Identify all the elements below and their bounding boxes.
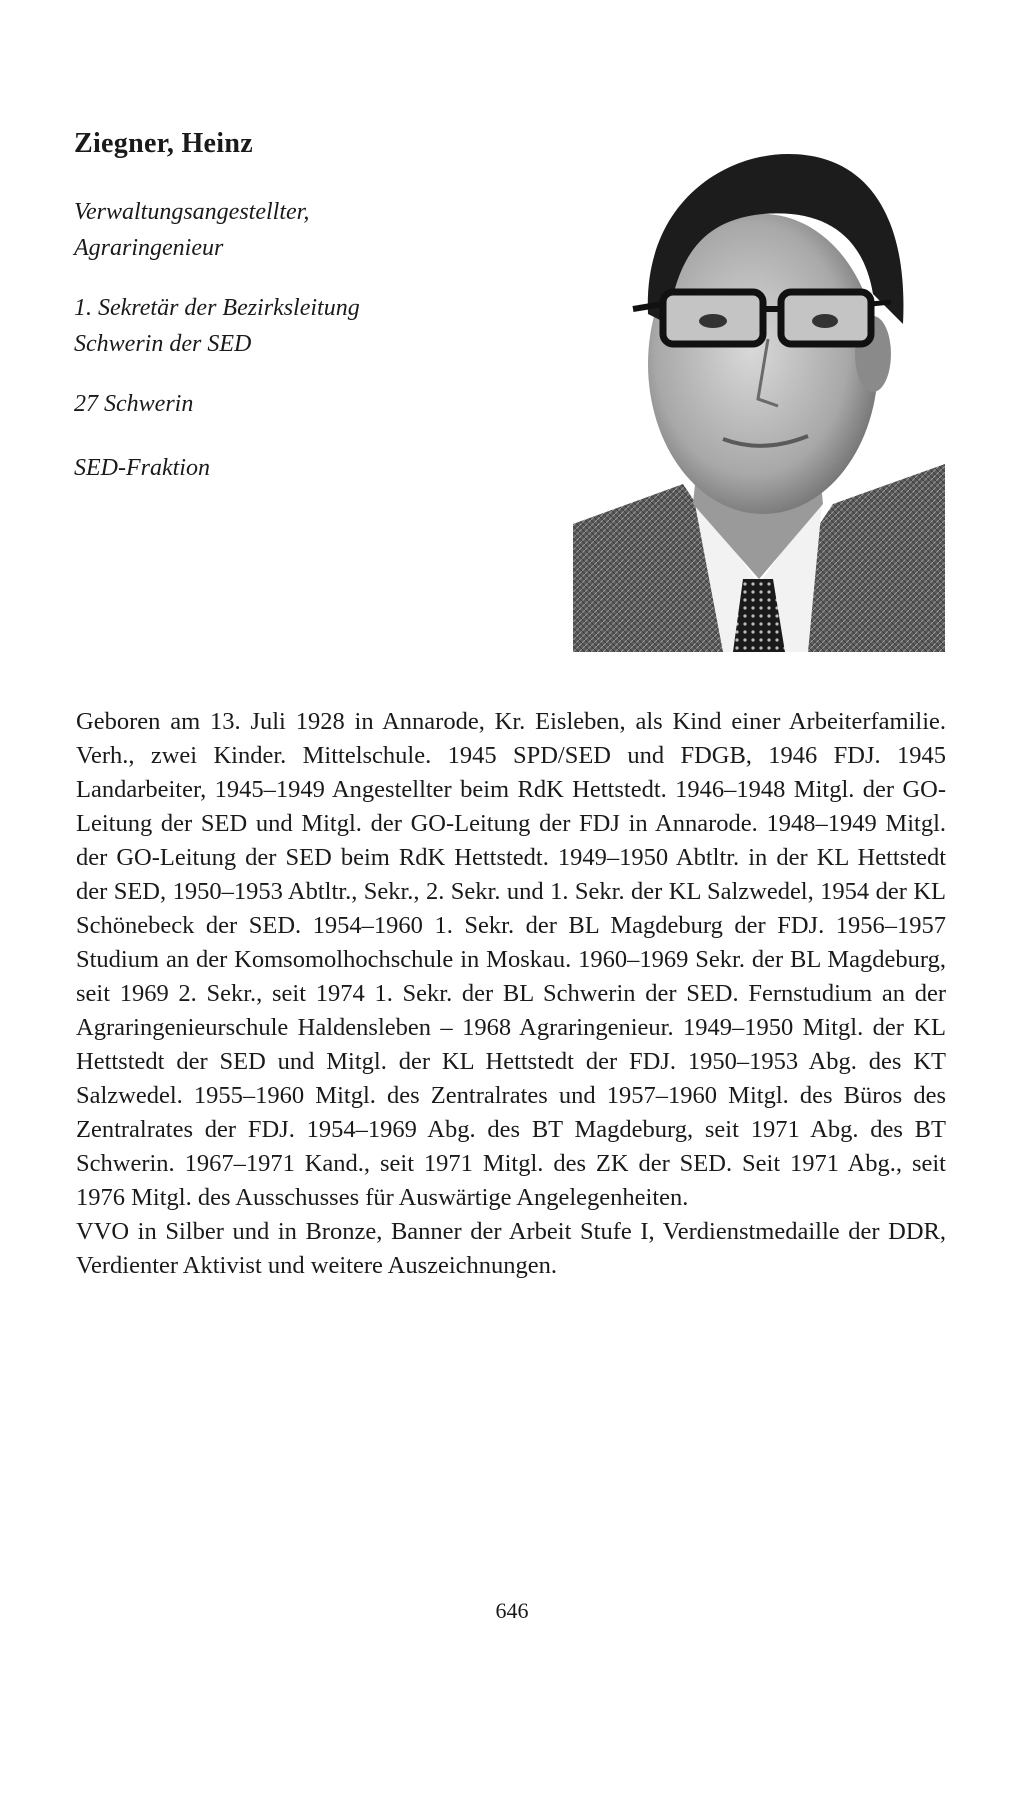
person-name: Ziegner, Heinz — [74, 128, 253, 159]
biography-paragraph: Geboren am 13. Juli 1928 in Annarode, Kr. Eisleben, als Kind einer Arbeiterfamilie. Verh., zwei Kinder. Mittelschule. 1945 SPD/SED und FDGB, 1946 FDJ. 1945 Landarbeiter, 1945–1949 Angestellter beim RdK Hettstedt. 1946–1948 Mitgl. der GO-Leitung der SED und Mitgl. der GO-Leitung der FDJ in Annarode. 1948–1949 Mitgl. der GO-Leitung der SED beim RdK Hettstedt. 1949–1950 Abtltr. in der KL Hettstedt der SED, 1950–1953 Abtltr., Sekr., 2. Sekr. und 1. Sekr. der KL Salzwedel, 1954 der KL Schönebeck der SED. 1954–1960 1. Sekr. der BL Magdeburg der FDJ. 1956–1957 Studium an der Komsomolhochschule in Moskau. 1960–1969 Sekr. der BL Magdeburg, seit 1969 2. Sekr., seit 1974 1. Sekr. der BL Schwerin der SED. Fernstudium an der Agraringenieurschule Haldensleben – 1968 Agraringenieur. 1949–1950 Mitgl. der KL Hettstedt der SED und Mitgl. der KL Hettstedt der FDJ. 1950–1953 Abg. des KT Salzwedel. 1955–1960 Mitgl. des Zentralrates und 1957–1960 Mitgl. des Büros des Zentralrates der FDJ. 1954–1969 Abg. des BT Magdeburg, seit 1971 Abg. des BT Schwerin. 1967–1971 Kand., seit 1971 Mitgl. des ZK der SED. Seit 1971 Abg., seit 1976 Mitgl. des Ausschusses für Auswärtige Angelegenheiten. — [76, 708, 946, 1211]
biography-text — [76, 705, 946, 1283]
page-number: 646 — [495, 1598, 529, 1623]
portrait-photo — [573, 124, 945, 652]
faction: SED-Fraktion — [74, 455, 210, 481]
profession: Verwaltungsangestellter, Agraringenieur — [74, 199, 310, 261]
constituency: 27 Schwerin — [74, 391, 194, 417]
awards-paragraph: VVO in Silber und in Bronze, Banner der Arbeit Stufe I, Verdienstmedaille der DDR, Verdienter Aktivist und weitere Auszeichnungen. — [76, 1218, 946, 1279]
position: 1. Sekretär der Bezirksleitung Schwerin der SED — [74, 295, 360, 357]
